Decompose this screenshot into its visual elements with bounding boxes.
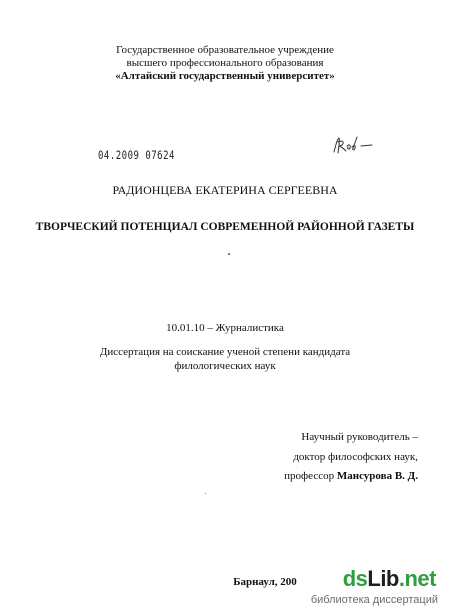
- supervisor-name: Мансурова В. Д.: [336, 470, 418, 482]
- specialty-code: 10.01.10 – Журналистика: [166, 322, 284, 334]
- supervisor-name-line: [0, 467, 418, 487]
- supervisor-block: [0, 428, 418, 487]
- city-year: Барнаул, 200: [233, 576, 297, 588]
- watermark-logo: [343, 566, 436, 592]
- scan-speck: [228, 253, 230, 255]
- supervisor-degree: доктор философских наук,: [293, 450, 418, 463]
- author-name: РАДИОНЦЕВА ЕКАТЕРИНА СЕРГЕЕВНА: [112, 183, 338, 197]
- degree-line-1: Диссертация на соискание ученой степени кандидата: [99, 346, 351, 358]
- scan-speck: [205, 493, 206, 494]
- watermark-tld: .net: [398, 566, 436, 591]
- watermark-subtitle: библиотека диссертаций: [310, 594, 438, 606]
- supervisor-title: профессор: [284, 470, 335, 482]
- handwritten-signature: [330, 134, 380, 163]
- institution-line-1: Государственное образовательное учреждение: [116, 44, 334, 56]
- supervisor-role: Научный руководитель –: [301, 431, 418, 443]
- institution-line-2: высшего профессионального образования: [126, 57, 324, 69]
- watermark-ds: ds: [342, 566, 368, 591]
- degree-line-2: филологических наук: [174, 360, 276, 372]
- watermark-lib: Lib: [367, 566, 399, 591]
- university-name: «Алтайский государственный университет»: [115, 70, 335, 82]
- library-stamp: 04.2009 07624: [98, 150, 175, 163]
- degree-statement: [0, 345, 450, 373]
- dissertation-title: ТВОРЧЕСКИЙ ПОТЕНЦИАЛ СОВРЕМЕННОЙ РАЙОННОЙ ГАЗЕТЫ: [35, 221, 415, 233]
